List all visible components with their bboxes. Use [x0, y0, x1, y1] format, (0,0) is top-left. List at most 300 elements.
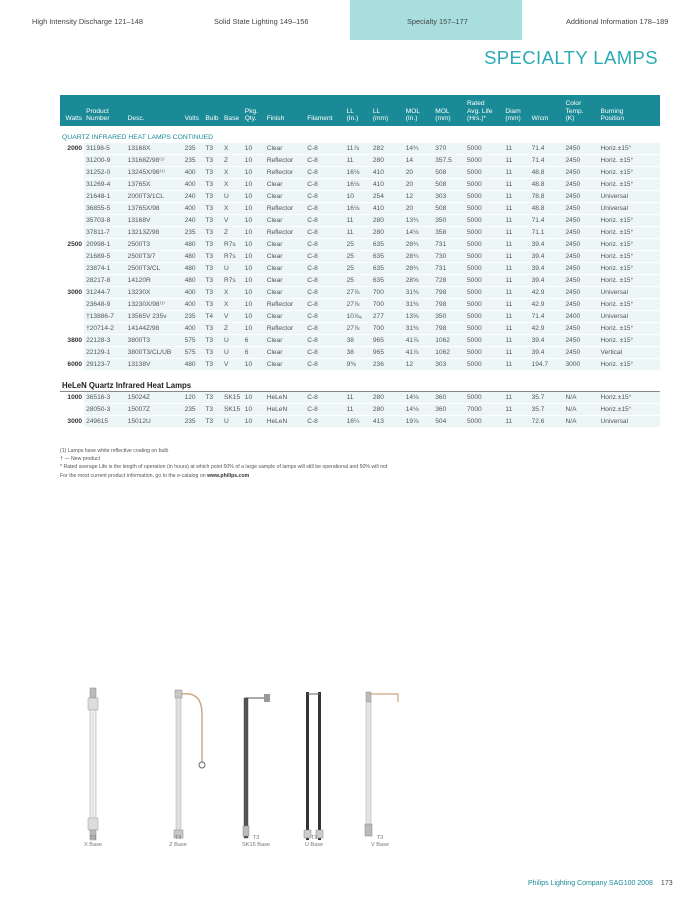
cell-ll-in: 25 [345, 275, 371, 287]
cell-rated-life: 5000 [465, 416, 503, 428]
cell-mol-mm: 303 [433, 191, 465, 203]
u-base-caption [289, 835, 339, 849]
cell-wcm: 39.4 [530, 263, 564, 275]
cell-bulb: T3 [203, 167, 222, 179]
cell-mol-in: 14¾ [404, 143, 434, 155]
cell-filament: C-8 [305, 203, 344, 215]
cell-ll-in: 27⅞ [345, 323, 371, 335]
u-base-lamp-illustration [303, 692, 325, 840]
cell-wcm: 71.4 [530, 311, 564, 323]
cell-ll-in: 16¼ [345, 416, 371, 428]
cell-product-number: 29123-7 [84, 359, 126, 371]
cell-watts: 3000 [60, 287, 84, 299]
cell-ll-in: 16⅛ [345, 203, 371, 215]
sk15-base-lamp-illustration [240, 688, 274, 840]
section-heading: QUARTZ INFRARED HEAT LAMPS CONTINUED [60, 126, 660, 143]
cell-mol-mm: 730 [433, 251, 465, 263]
cell-color-temp: N/A [564, 416, 599, 428]
table-row [60, 215, 660, 227]
cell-burning-position: Universal [599, 287, 660, 299]
cell-desc: 2500T3 [126, 239, 183, 251]
header-pkg-qty: Pkg. Qty. [243, 95, 265, 126]
cell-rated-life: 5000 [465, 392, 503, 404]
table-body [60, 126, 660, 428]
cell-mol-mm: 303 [433, 359, 465, 371]
cell-pkg-qty: 10 [243, 251, 265, 263]
top-navigation [0, 0, 700, 40]
cell-volts: 480 [183, 263, 204, 275]
cell-ll-mm: 410 [371, 179, 404, 191]
cell-watts [60, 167, 84, 179]
cell-mol-mm: 508 [433, 203, 465, 215]
cell-product-number: 22129-1 [84, 347, 126, 359]
header-wcm: W/cm [530, 95, 564, 126]
cell-base: X [222, 143, 243, 155]
cell-desc: 13765X [126, 179, 183, 191]
cell-finish: Reflector [265, 299, 306, 311]
cell-volts: 120 [183, 392, 204, 404]
cell-rated-life: 5000 [465, 251, 503, 263]
cell-diam: 11 [503, 299, 529, 311]
cell-desc: 15024Z [126, 392, 183, 404]
cell-mol-in: 13¾ [404, 215, 434, 227]
cell-burning-position: Horiz.±15° [599, 392, 660, 404]
cell-bulb: T3 [203, 359, 222, 371]
cell-ll-mm: 254 [371, 191, 404, 203]
cell-mol-mm: 798 [433, 323, 465, 335]
cell-burning-position: Horiz. ±15° [599, 299, 660, 311]
table-row [60, 251, 660, 263]
header-rated-life: Rated Avg. Life (Hrs.)* [465, 95, 503, 126]
cell-mol-mm: 350 [433, 311, 465, 323]
cell-bulb: T4 [203, 311, 222, 323]
cell-watts [60, 227, 84, 239]
cell-base: U [222, 191, 243, 203]
header-ll-mm: LL (mm) [371, 95, 404, 126]
cell-diam: 11 [503, 323, 529, 335]
cell-volts: 480 [183, 359, 204, 371]
cell-volts: 235 [183, 416, 204, 428]
cell-ll-mm: 700 [371, 299, 404, 311]
cell-volts: 240 [183, 215, 204, 227]
cell-finish: Clear [265, 251, 306, 263]
cell-wcm: 35.7 [530, 392, 564, 404]
cell-diam: 11 [503, 311, 529, 323]
cell-volts: 235 [183, 143, 204, 155]
cell-base: X [222, 179, 243, 191]
cell-watts: 3000 [60, 416, 84, 428]
cell-bulb: T3 [203, 323, 222, 335]
cell-pkg-qty: 10 [243, 179, 265, 191]
cell-bulb: T3 [203, 251, 222, 263]
table-row [60, 335, 660, 347]
nav-tab-specialty[interactable]: Specialty 157–177 [350, 0, 522, 40]
header-volts: Volts [183, 95, 204, 126]
cell-diam: 11 [503, 179, 529, 191]
cell-filament: C-8 [305, 404, 344, 416]
table-row [60, 359, 660, 371]
cell-ll-in: 11 [345, 227, 371, 239]
cell-burning-position: Horiz.±15° [599, 404, 660, 416]
cell-pkg-qty: 10 [243, 215, 265, 227]
cell-color-temp: 2450 [564, 335, 599, 347]
cell-mol-mm: 1062 [433, 347, 465, 359]
sk15-base-caption [231, 835, 281, 849]
cell-bulb: T3 [203, 275, 222, 287]
cell-finish: Clear [265, 143, 306, 155]
cell-mol-in: 31⅜ [404, 323, 434, 335]
cell-rated-life: 5000 [465, 227, 503, 239]
cell-base: R7s [222, 251, 243, 263]
table-row [60, 323, 660, 335]
cell-wcm: 78.8 [530, 191, 564, 203]
cell-pkg-qty: 10 [243, 311, 265, 323]
cell-finish: Clear [265, 311, 306, 323]
cell-mol-in: 28⅝ [404, 275, 434, 287]
cell-color-temp: 2450 [564, 203, 599, 215]
table-row [60, 299, 660, 311]
footnotes [60, 447, 387, 480]
table-row [60, 263, 660, 275]
cell-pkg-qty: 10 [243, 416, 265, 428]
cell-pkg-qty: 10 [243, 191, 265, 203]
cell-base: U [222, 263, 243, 275]
cell-diam: 11 [503, 239, 529, 251]
cell-pkg-qty: 10 [243, 287, 265, 299]
cell-base: X [222, 203, 243, 215]
cell-ll-mm: 280 [371, 404, 404, 416]
cell-ll-mm: 635 [371, 251, 404, 263]
table-row [60, 203, 660, 215]
cell-desc: 13230X/98⁽¹⁾ [126, 299, 183, 311]
cell-ll-in: 11⅞ [345, 143, 371, 155]
cell-product-number: 35703-8 [84, 215, 126, 227]
cell-base: U [222, 347, 243, 359]
cell-product-number: 31244-7 [84, 287, 126, 299]
cell-mol-mm: 731 [433, 263, 465, 275]
cell-wcm: 35.7 [530, 404, 564, 416]
cell-desc: 14144Z/98 [126, 323, 183, 335]
cell-diam: 11 [503, 392, 529, 404]
cell-watts [60, 404, 84, 416]
cell-mol-mm: 731 [433, 239, 465, 251]
cell-finish: Clear [265, 239, 306, 251]
cell-finish: Clear [265, 179, 306, 191]
cell-ll-mm: 236 [371, 359, 404, 371]
cell-volts: 235 [183, 155, 204, 167]
cell-bulb: T3 [203, 215, 222, 227]
cell-bulb: T3 [203, 299, 222, 311]
cell-diam: 11 [503, 335, 529, 347]
cell-bulb: T3 [203, 179, 222, 191]
cell-ll-mm: 280 [371, 227, 404, 239]
cell-diam: 11 [503, 155, 529, 167]
cell-burning-position: Horiz. ±15° [599, 323, 660, 335]
cell-rated-life: 5000 [465, 335, 503, 347]
cell-finish: HeLeN [265, 404, 306, 416]
cell-ll-in: 11 [345, 392, 371, 404]
cell-burning-position: Universal [599, 311, 660, 323]
cell-bulb: T3 [203, 392, 222, 404]
cell-rated-life: 7000 [465, 404, 503, 416]
cell-pkg-qty: 10 [243, 392, 265, 404]
cell-ll-in: 38 [345, 335, 371, 347]
page-footer [528, 880, 673, 887]
cell-filament: C-8 [305, 392, 344, 404]
cell-bulb: T3 [203, 227, 222, 239]
cell-desc: 13245X/98⁽¹⁾ [126, 167, 183, 179]
cell-mol-mm: 350 [433, 215, 465, 227]
cell-finish: Clear [265, 275, 306, 287]
cell-filament: C-8 [305, 287, 344, 299]
cell-volts: 235 [183, 404, 204, 416]
cell-mol-in: 12 [404, 359, 434, 371]
footnote-new-product: † — New product [60, 456, 101, 463]
cell-ll-mm: 635 [371, 239, 404, 251]
cell-bulb: T3 [203, 143, 222, 155]
cell-ll-mm: 280 [371, 392, 404, 404]
cell-pkg-qty: 10 [243, 404, 265, 416]
footnote-reflective: (1) Lamps have white reflective coating on bulb [60, 448, 169, 454]
cell-color-temp: 2450 [564, 275, 599, 287]
cell-color-temp: 2450 [564, 155, 599, 167]
cell-watts [60, 215, 84, 227]
cell-ll-mm: 410 [371, 167, 404, 179]
cell-mol-in: 31⅜ [404, 299, 434, 311]
cell-finish: Reflector [265, 227, 306, 239]
cell-base: V [222, 359, 243, 371]
cell-mol-in: 28¾ [404, 239, 434, 251]
cell-finish: Clear [265, 335, 306, 347]
cell-bulb: T3 [203, 416, 222, 428]
cell-ll-in: 10⅞₆ [345, 311, 371, 323]
section-heading-row [60, 126, 660, 143]
cell-product-number: 21689-5 [84, 251, 126, 263]
cell-finish: Clear [265, 347, 306, 359]
cell-base: V [222, 215, 243, 227]
cell-volts: 235 [183, 311, 204, 323]
table-header-row [60, 95, 660, 126]
cell-mol-in: 31⅜ [404, 287, 434, 299]
cell-filament: C-8 [305, 179, 344, 191]
cell-color-temp: 2450 [564, 347, 599, 359]
cell-burning-position: Horiz. ±15° [599, 275, 660, 287]
cell-ll-mm: 413 [371, 416, 404, 428]
cell-wcm: 71.4 [530, 155, 564, 167]
header-watts: Watts [60, 95, 84, 126]
cell-product-number: 31200-9 [84, 155, 126, 167]
cell-product-number: 22128-3 [84, 335, 126, 347]
cell-volts: 400 [183, 287, 204, 299]
cell-volts: 575 [183, 335, 204, 347]
cell-volts: 400 [183, 323, 204, 335]
cell-base: R7s [222, 275, 243, 287]
table-row [60, 227, 660, 239]
header-diam: Diam (mm) [503, 95, 529, 126]
cell-wcm: 71.4 [530, 215, 564, 227]
header-product-number: Product Number [84, 95, 126, 126]
nav-tab-solid-state[interactable]: Solid State Lighting 149–156 [214, 17, 309, 26]
cell-filament: C-8 [305, 275, 344, 287]
cell-bulb: T3 [203, 347, 222, 359]
cell-color-temp: 2450 [564, 239, 599, 251]
cell-wcm: 42.9 [530, 323, 564, 335]
cell-volts: 400 [183, 299, 204, 311]
cell-filament: C-8 [305, 347, 344, 359]
cell-mol-in: 14 [404, 155, 434, 167]
cell-rated-life: 5000 [465, 347, 503, 359]
cell-rated-life: 5000 [465, 155, 503, 167]
cell-filament: C-8 [305, 335, 344, 347]
x-base-bulb: T3 [89, 835, 97, 841]
cell-wcm: 72.6 [530, 416, 564, 428]
cell-desc: 2500T3/7 [126, 251, 183, 263]
cell-mol-mm: 728 [433, 275, 465, 287]
cell-watts [60, 191, 84, 203]
table-row [60, 287, 660, 299]
cell-mol-in: 28¾ [404, 263, 434, 275]
cell-filament: C-8 [305, 359, 344, 371]
cell-mol-in: 41⅞ [404, 347, 434, 359]
cell-ll-in: 9⅜ [345, 359, 371, 371]
cell-product-number: 36516-3 [84, 392, 126, 404]
table-row [60, 404, 660, 416]
table-row [60, 167, 660, 179]
cell-filament: C-8 [305, 311, 344, 323]
cell-wcm: 39.4 [530, 347, 564, 359]
cell-mol-mm: 508 [433, 167, 465, 179]
cell-burning-position: Vertical [599, 347, 660, 359]
cell-pkg-qty: 10 [243, 239, 265, 251]
ecatalog-link[interactable]: www.philips.com [207, 472, 250, 479]
cell-bulb: T3 [203, 404, 222, 416]
footnote-ecatalog-text: For the most current product information, go to the e-catalog on [60, 472, 208, 479]
cell-wcm: 194.7 [530, 359, 564, 371]
cell-bulb: T3 [203, 191, 222, 203]
nav-tab-additional-info[interactable]: Additional Information 178–189 [566, 17, 669, 26]
cell-finish: Clear [265, 263, 306, 275]
cell-rated-life: 5000 [465, 179, 503, 191]
cell-volts: 575 [183, 347, 204, 359]
cell-filament: C-8 [305, 227, 344, 239]
cell-volts: 240 [183, 191, 204, 203]
table-row [60, 179, 660, 191]
cell-mol-mm: 508 [433, 179, 465, 191]
cell-ll-in: 25 [345, 251, 371, 263]
cell-mol-mm: 360 [433, 392, 465, 404]
cell-diam: 11 [503, 227, 529, 239]
cell-diam: 11 [503, 167, 529, 179]
cell-pkg-qty: 6 [243, 335, 265, 347]
cell-burning-position: Horiz. ±15° [599, 251, 660, 263]
cell-desc: 3800T3 [126, 335, 183, 347]
cell-burning-position: Horiz. ±15° [599, 215, 660, 227]
cell-desc: 14120R [126, 275, 183, 287]
cell-bulb: T3 [203, 335, 222, 347]
z-base-bulb: T3 [174, 835, 182, 841]
cell-base: SK15 [222, 404, 243, 416]
cell-rated-life: 5000 [465, 167, 503, 179]
cell-pkg-qty: 6 [243, 347, 265, 359]
table-row [60, 155, 660, 167]
cell-color-temp: 2450 [564, 227, 599, 239]
cell-desc: 3800T3/CL/UB [126, 347, 183, 359]
cell-finish: Clear [265, 287, 306, 299]
cell-base: SK15 [222, 392, 243, 404]
cell-pkg-qty: 10 [243, 275, 265, 287]
cell-wcm: 42.9 [530, 287, 564, 299]
cell-base: U [222, 416, 243, 428]
cell-watts [60, 179, 84, 191]
cell-ll-mm: 635 [371, 275, 404, 287]
cell-finish: HeLeN [265, 392, 306, 404]
table-row [60, 191, 660, 203]
cell-mol-in: 41⅞ [404, 335, 434, 347]
cell-mol-in: 20 [404, 203, 434, 215]
cell-bulb: T3 [203, 203, 222, 215]
cell-mol-mm: 358 [433, 227, 465, 239]
cell-mol-in: 12 [404, 191, 434, 203]
cell-finish: Reflector [265, 203, 306, 215]
cell-color-temp: 2450 [564, 167, 599, 179]
cell-filament: C-8 [305, 143, 344, 155]
cell-desc: 13168V [126, 215, 183, 227]
table-row [60, 347, 660, 359]
cell-burning-position: Horiz. ±15° [599, 155, 660, 167]
cell-desc: 2000T3/1CL [126, 191, 183, 203]
cell-mol-in: 19⅞ [404, 416, 434, 428]
cell-ll-mm: 700 [371, 287, 404, 299]
cell-color-temp: 3000 [564, 359, 599, 371]
cell-wcm: 42.9 [530, 299, 564, 311]
cell-rated-life: 5000 [465, 275, 503, 287]
z-base-caption [153, 835, 203, 849]
cell-rated-life: 5000 [465, 287, 503, 299]
cell-base: Z [222, 323, 243, 335]
cell-ll-mm: 282 [371, 143, 404, 155]
cell-product-number: 249615 [84, 416, 126, 428]
cell-product-number: 28217-8 [84, 275, 126, 287]
cell-rated-life: 5000 [465, 239, 503, 251]
sk15-base-label: SK15 Base [242, 842, 270, 848]
cell-ll-in: 25 [345, 239, 371, 251]
cell-desc: 13565V 235v [126, 311, 183, 323]
cell-volts: 400 [183, 203, 204, 215]
v-base-lamp-illustration [362, 688, 404, 840]
cell-product-number: 31269-4 [84, 179, 126, 191]
cell-mol-in: 14⅛ [404, 392, 434, 404]
cell-ll-in: 11 [345, 404, 371, 416]
cell-diam: 11 [503, 191, 529, 203]
cell-pkg-qty: 10 [243, 323, 265, 335]
cell-watts [60, 311, 84, 323]
v-base-caption [355, 835, 405, 849]
cell-pkg-qty: 10 [243, 203, 265, 215]
cell-ll-in: 16⅛ [345, 179, 371, 191]
cell-burning-position: Universal [599, 203, 660, 215]
cell-desc: 13230X [126, 287, 183, 299]
cell-product-number: 37811-7 [84, 227, 126, 239]
cell-ll-mm: 965 [371, 335, 404, 347]
cell-pkg-qty: 10 [243, 167, 265, 179]
cell-wcm: 48.8 [530, 167, 564, 179]
cell-desc: 13168X [126, 143, 183, 155]
cell-finish: Clear [265, 359, 306, 371]
cell-rated-life: 5000 [465, 215, 503, 227]
header-finish: Finish [265, 95, 306, 126]
nav-tab-hid[interactable]: High Intensity Discharge 121–148 [32, 17, 143, 26]
cell-color-temp: 2450 [564, 191, 599, 203]
